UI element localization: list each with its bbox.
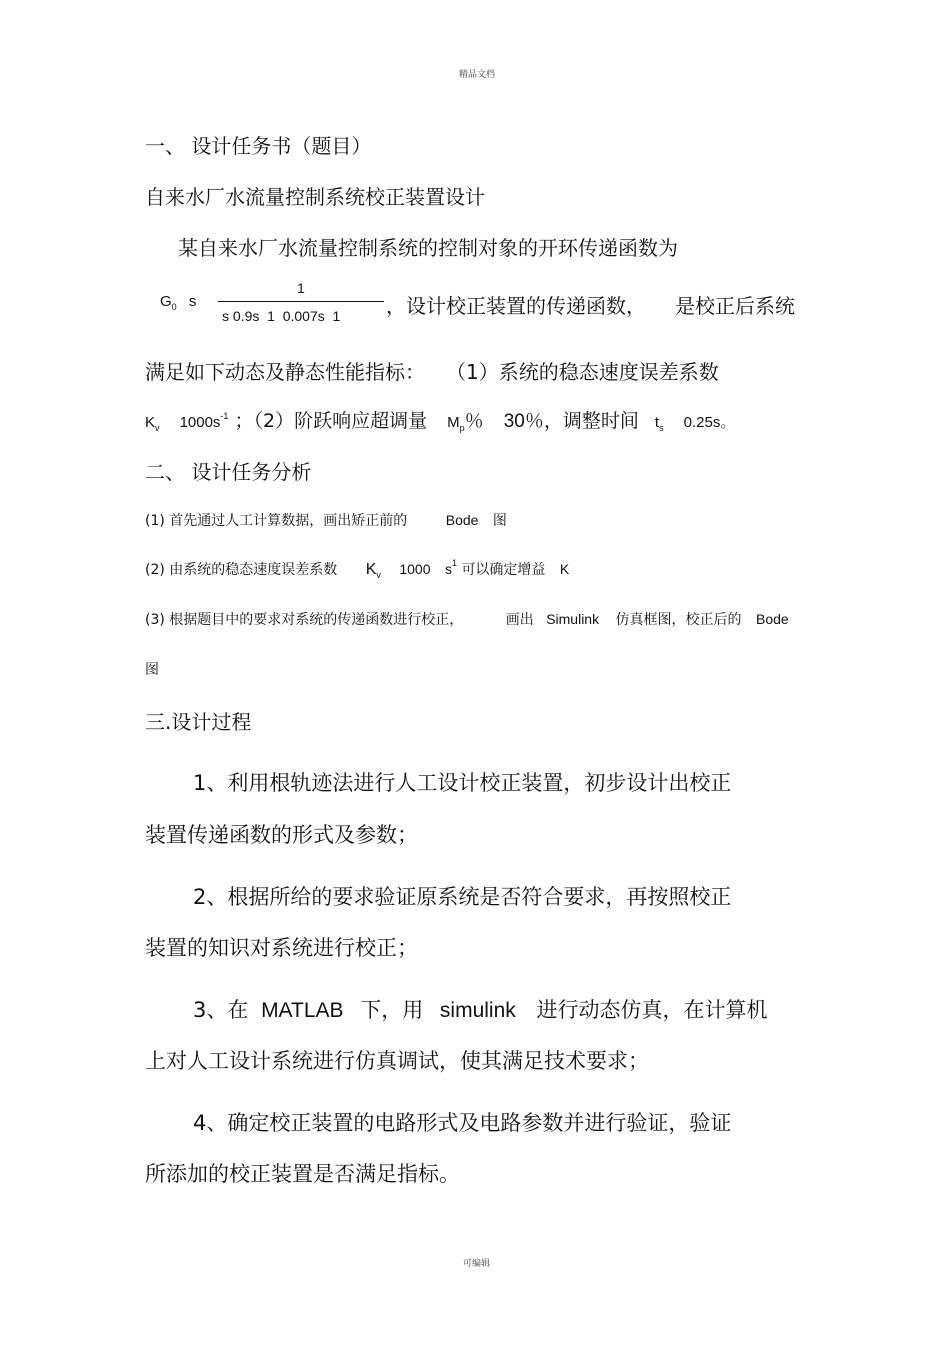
mp-sub: p — [459, 423, 465, 433]
mp-symbol: M — [447, 414, 460, 431]
kv-value-sup: -1 — [220, 411, 229, 421]
analysis-item-2-k: K — [365, 561, 377, 578]
analysis-item-3 — [145, 609, 789, 629]
kv-sub: v — [155, 423, 160, 433]
analysis-item-3-block: 仿真框图，校正后的 — [615, 612, 742, 628]
formula-numerator: 1 — [297, 280, 305, 296]
step-3-rest: 进行动态仿真，在计算机 — [536, 998, 768, 1022]
ts-sub: s — [659, 423, 664, 433]
section-3-title: 三.设计过程 — [145, 710, 252, 734]
analysis-item-2-sup: 1 — [451, 558, 457, 568]
analysis-item-2-k2: K — [559, 561, 570, 577]
analysis-item-1-text: (1) 首先通过人工计算数据，画出矫正前的 — [145, 513, 408, 529]
step-1-line-2: 装置传递函数的形式及参数； — [145, 823, 418, 847]
step-4-line-1: 4、确定校正装置的电路形式及电路参数并进行验证，验证 — [193, 1111, 732, 1135]
overshoot-value: 30％，调整时间 — [503, 411, 639, 432]
analysis-item-1-bode: Bode — [445, 512, 479, 528]
formula-denominator: s 0.9s 1 0.007s 1 — [222, 308, 341, 324]
step-3-line-2: 上对人工设计系统进行仿真调试，使其满足技术要求； — [145, 1049, 649, 1073]
step-3-under: 下，用 — [360, 998, 424, 1022]
intro-text: 某自来水厂水流量控制系统的控制对象的开环传递函数为 — [178, 236, 678, 260]
section-2-title: 二、 设计任务分析 — [145, 460, 312, 484]
step-2-line-1: 2、根据所给的要求验证原系统是否符合要求，再按照校正 — [193, 885, 732, 909]
kv-symbol: K — [145, 414, 156, 431]
formula-after-text-2: 是校正后系统 — [675, 294, 795, 318]
analysis-item-2-text: (2) 由系统的稳态速度误差系数 — [145, 562, 338, 578]
kv-value: 1000s — [179, 414, 221, 431]
analysis-item-1 — [145, 510, 507, 530]
subtitle: 自来水厂水流量控制系统校正装置设计 — [145, 185, 485, 209]
analysis-item-2-val: 1000 — [399, 561, 431, 577]
formula-s: s — [188, 293, 197, 310]
analysis-item-3-graph: 图 — [145, 662, 159, 678]
page-header: 精品文档 — [459, 70, 496, 80]
step-3-matlab: MATLAB — [261, 999, 344, 1022]
analysis-item-2 — [145, 558, 569, 580]
formula-g: G — [160, 293, 172, 310]
analysis-item-3-bode: Bode — [756, 611, 789, 627]
formula-g-sub: 0 — [171, 302, 177, 312]
ts-symbol: t — [654, 414, 660, 431]
analysis-item-3-text: (3) 根据题目中的要求对系统的传递函数进行校正， — [145, 612, 464, 628]
step-4-line-2: 所添加的校正装置是否满足指标。 — [145, 1162, 460, 1186]
analysis-item-1-graph: 图 — [492, 513, 507, 529]
section-1-title: 一、 设计任务书（题目） — [145, 134, 372, 158]
page-footer: 可编辑 — [463, 1259, 491, 1269]
analysis-item-3-simulink: Simulink — [546, 611, 600, 627]
step-1-line-1: 1、利用根轨迹法进行人工设计校正装置，初步设计出校正 — [193, 771, 732, 795]
step-3-line-1 — [193, 994, 767, 1024]
overshoot-text: ；（2）阶跃响应超调量 — [234, 410, 428, 432]
step-3-prefix: 3、在 — [193, 998, 249, 1022]
step-3-simulink: simulink — [439, 999, 516, 1022]
analysis-item-2-s: s — [444, 561, 452, 577]
percent-sign: ％ — [464, 410, 484, 432]
requirement-line-1: 满足如下动态及静态性能指标： — [145, 360, 425, 384]
formula-after-text: ，设计校正装置的传递函数， — [386, 294, 646, 318]
analysis-item-2-ksub: v — [376, 570, 381, 580]
analysis-item-2-gain-text: 可以确定增益 — [461, 562, 546, 578]
step-2-line-2: 装置的知识对系统进行校正； — [145, 936, 418, 960]
analysis-item-3-draw: 画出 — [505, 612, 534, 628]
ts-value: 0.25s。 — [683, 414, 736, 431]
requirement-line-1b: （1）系统的稳态速度误差系数 — [446, 360, 719, 384]
requirement-line-2 — [145, 406, 735, 433]
fraction-line — [218, 301, 384, 302]
